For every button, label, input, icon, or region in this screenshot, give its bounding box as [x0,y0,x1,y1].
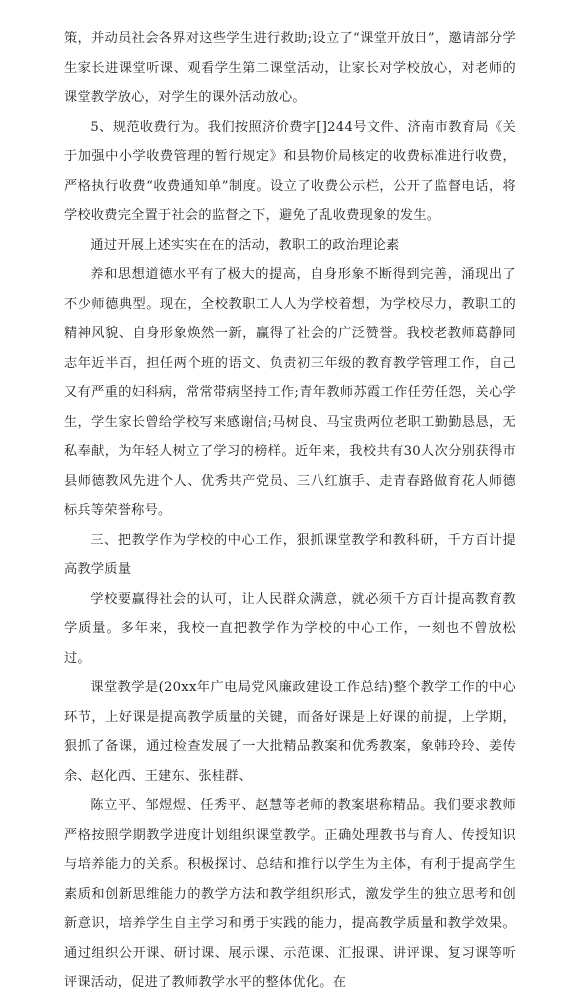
paragraph-teacher-morality: 养和思想道德水平有了极大的提高，自身形象不断得到完善，涌现出了不少师德典型。现在，全校教职工人人为学校着想，为学校尽力，教职工的精神风貌、自身形象焕然一新，赢得了社会的广泛赞誉。我校老教师葛静同志年近半百，担任两个班的语文、负责初三年级的教育教学管理工作，自己又有严重的妇科病，常常带病坚持工作;青年教师苏霞工作任劳任怨，关心学生，学生家长曾给学校写来感谢信;马树良、马宝贵两位老职工勤勤恳恳，无私奉献，为年轻人树立了学习的榜样。近年来，我校共有30人次分别获得市县师德教风先进个人、优秀共产党员、三八红旗手、走青春路做育花人师德标兵等荣誉称号。 [64,267,516,518]
section-heading-teaching: 三、把教学作为学校的中心工作，狠抓课堂教学和教科研，千方百计提高教学质量 [64,532,516,577]
paragraph-lesson-plans: 陈立平、邹煜煜、任秀平、赵慧等老师的教案堪称精品。我们要求教师严格按照学期教学进度计划组织课堂教学。正确处理教书与育人、传授知识与培养能力的关系。积极探讨、总结和推行以学生为主体，有利于提高学生素质和创新思维能力的教学方法和教学组织形式，激发学生的独立思考和创新意识，培养学生自主学习和勇于实践的能力，提高教学质量和教学效果。通过组织公开课、研讨课、展示课、示范课、汇报课、讲评课、复习课等听评课活动，促进了教师教学水平的整体优化。在 [64,798,516,990]
paragraph-teaching-quality: 学校要赢得社会的认可，让人民群众满意，就必须千方百计提高教育教学质量。多年来，我校一直把教学作为学校的中心工作，一刻也不曾放松过。 [64,591,516,666]
paragraph-classroom-teaching: 课堂教学是(20xx年广电局党风廉政建设工作总结)整个教学工作的中心环节，上好课是提高教学质量的关键，而备好课是上好课的前提，上学期，狠抓了备课，通过检查发展了一大批精品教案和优秀教案，象韩玲玲、姜传余、赵化西、王建东、张桂群、 [64,680,516,784]
paragraph-intro: 策，并动员社会各界对这些学生进行救助;设立了“课堂开放日”，邀请部分学生家长进课堂听课、观看学生第二课堂活动，让家长对学校放心，对老师的课堂教学放心，对学生的课外活动放心。 [64,31,516,105]
document-body [64,0,516,998]
paragraph-activities: 通过开展上述实实在在的活动，教职工的政治理论素 [90,237,400,253]
paragraph-fee-regulation: 5、规范收费行为。我们按照济价费字[]244号文件、济南市教育局《关于加强中小学收费管理的暂行规定》和县物价局核定的收费标准进行收费，严格执行收费“收费通知单”制度。设立了收费公示栏，公开了监督电话，将学校收费完全置于社会的监督之下，避免了乱收费现象的发生。 [64,119,516,223]
